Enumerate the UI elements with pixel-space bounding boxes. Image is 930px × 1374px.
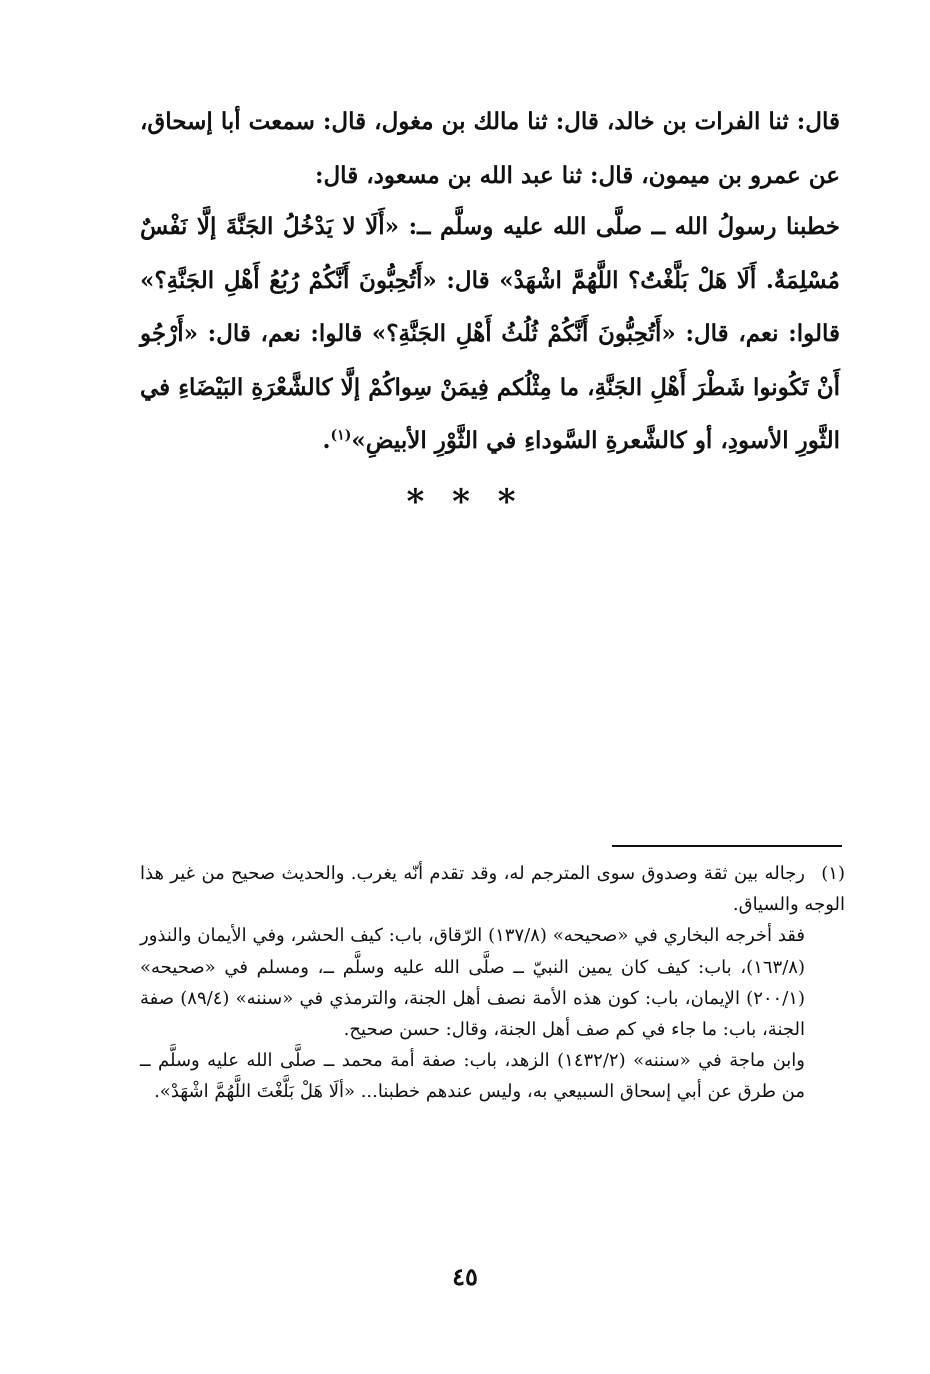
footnote-marker: (١) xyxy=(821,863,845,884)
hadith-end-punctuation: . xyxy=(322,427,331,454)
isnad-paragraph: قال: ثنا الفرات بن خالد، قال: ثنا مالك بن مغول، قال: سمعت أبا إسحاق، عن عمرو بن ميمون، قال: ثنا عبد الله بن مسعود، قال: xyxy=(140,108,840,189)
footnote-1-text-1: رجاله بين ثقة وصدوق سوى المترجم له، وقد تقدم أنّه يغرب. والحديث صحيح من غير هذا الوجه والسياق. xyxy=(140,863,845,916)
footnote-1-paragraph-3: وابن ماجة في «سننه» (١٤٣٢/٢) الزهد، باب: صفة أمة محمد ــ صلَّى الله عليه وسلَّم ــ من طرق عن أبي إسحاق السبيعي به، وليس عندهم خطبنا... «ألَا هَلْ بَلَّغْتَ اللَّهُمَّ اشْهَدْ». xyxy=(140,1050,805,1103)
footnotes-section xyxy=(140,858,845,1108)
page-number: ٤٥ xyxy=(452,1262,478,1291)
section-separator: * * * xyxy=(406,482,524,522)
footnote-1-paragraph-2: فقد أخرجه البخاري في «صحيحه» (١٣٧/٨) الرّقاق، باب: كيف الحشر، وفي الأيمان والنذور (١٦٣/٨)، باب: كيف كان يمين النبيّ ــ صلَّى الله عليه وسلَّم ــ، ومسلم في «صحيحه» (٢٠٠/١) الإيمان، باب: كون هذه الأمة نصف أهل الجنة، والترمذي في «سننه» (٨٩/٤) صفة الجنة، باب: ما جاء في كم صف أهل الجنة، وقال: حسن صحيح. xyxy=(140,925,805,1041)
footnote-divider xyxy=(612,845,842,847)
hadith-paragraph xyxy=(140,200,840,468)
footnote-1-paragraph-1 xyxy=(140,858,845,920)
hadith-text: خطبنا رسولُ الله ــ صلَّى الله عليه وسلَّم ــ: «أَلَا لا يَدْخُلُ الجَنَّةَ إلَّا نَفْسٌ مُسْلِمَةٌ. أَلَا هَلْ بَلَّغْتُ؟ اللَّهُمَّ اشْهَدْ» قال: «أَتُحِبُّونَ أَنَّكُمْ رُبُعُ أَهْلِ الجَنَّةِ؟» قالوا: نعم، قال: «أَتُحِبُّونَ أَنَّكُمْ ثُلُثُ أَهْلِ الجَنَّةِ؟» قالوا: نعم، قال: «أَرْجُو أَنْ تَكُونوا شَطْرَ أَهْلِ الجَنَّةِ، ما مِثْلُكم فِيمَنْ سِواكُمْ إلَّا كالشَّعْرَةِ البَيْضَاءِ في الثَّورِ الأسودِ، أو كالشَّعرةِ السَّوداءِ في الثَّوْرِ الأبيضِ» xyxy=(140,213,840,454)
footnote-reference[interactable]: (١) xyxy=(330,427,352,444)
